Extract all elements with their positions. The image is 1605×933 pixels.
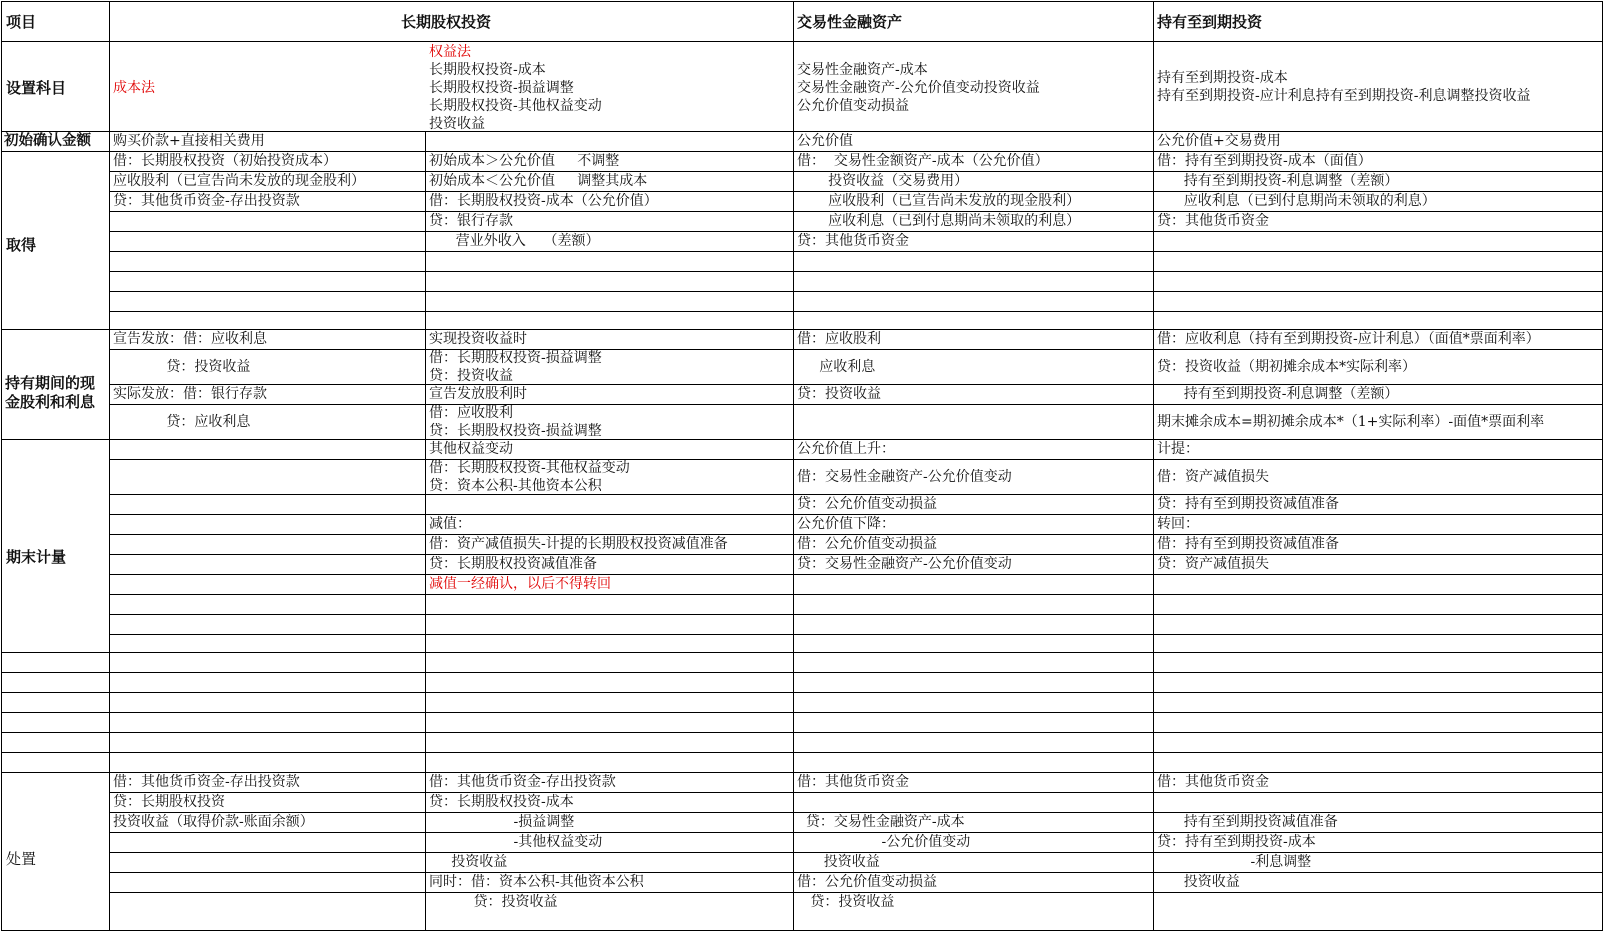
grid-line xyxy=(109,1,110,931)
period-htm-entry: 贷：资产减值损失 xyxy=(1157,556,1269,572)
acquire-cost-entry: 借：长期股权投资（初始投资成本） xyxy=(113,153,337,169)
disposal-trading-entry: -公允价值变动 xyxy=(797,834,971,850)
holding-htm-entry: 贷：投资收益（期初摊余成本*实际利率） xyxy=(1157,359,1416,375)
acquire-cost-entry: 贷：其他货币资金-存出投资款 xyxy=(113,193,300,209)
section-acquire: 取得 xyxy=(6,236,37,254)
disposal-trading-entry: 贷：投资收益 xyxy=(797,894,895,910)
impairment-note: 减值一经确认，以后不得转回 xyxy=(429,576,611,592)
grid-line xyxy=(1,41,1603,42)
grid-line xyxy=(1,1,1603,2)
disposal-equity-entry: -其他权益变动 xyxy=(429,834,603,850)
grid-line xyxy=(1,712,1603,713)
holding-cost-entry: 宣告发放：借：应收利息 xyxy=(113,331,267,347)
grid-line xyxy=(109,311,1603,312)
header-item: 项目 xyxy=(6,13,37,31)
trading-account: 交易性金融资产-公允价值变动投资收益 xyxy=(797,80,1040,96)
period-equity-entry: 减值： xyxy=(429,516,471,532)
period-equity-entry: 借：资产减值损失-计提的长期股权投资减值准备 xyxy=(429,536,728,552)
section-accounts: 设置科目 xyxy=(6,79,67,97)
cost-method-label: 成本法 xyxy=(113,80,155,96)
grid-line xyxy=(109,459,1603,460)
grid-line xyxy=(109,792,1603,793)
acquire-trading-entry: 借： 交易性金额资产-成本（公允价值） xyxy=(797,153,1049,169)
section-holding: 持有期间的现金股利和利息 xyxy=(5,374,96,411)
acquire-htm-entry: 贷：其他货币资金 xyxy=(1157,213,1269,229)
period-trading-entry: 公允价值下降： xyxy=(797,516,895,532)
holding-htm-entry: 期末摊余成本=期初摊余成本*（1+实际利率）-面值*票面利率 xyxy=(1157,414,1545,430)
acquire-equity-entry: 贷：银行存款 xyxy=(429,213,513,229)
holding-trading-entry: 贷：投资收益 xyxy=(797,386,881,402)
disposal-trading-entry: 借：其他货币资金 xyxy=(797,774,909,790)
htm-account: 持有至到期投资-应计利息持有至到期投资-利息调整投资收益 xyxy=(1157,88,1531,104)
holding-equity-entry: 实现投资收益时 xyxy=(429,331,527,347)
acquire-trading-entry: 投资收益（交易费用） xyxy=(797,173,969,189)
holding-cost-entry: 实际发放：借：银行存款 xyxy=(113,386,267,402)
grid-line xyxy=(793,1,794,931)
disposal-equity-entry: 借：其他货币资金-存出投资款 xyxy=(429,774,616,790)
period-trading-entry: 贷：公允价值变动损益 xyxy=(797,496,937,512)
holding-trading-entry: 应收利息 xyxy=(797,359,876,375)
period-htm-entry: 借：持有至到期投资减值准备 xyxy=(1157,536,1339,552)
acquire-trading-entry: 应收股利（已宣告尚未发放的现金股利） xyxy=(797,193,1081,209)
disposal-equity-entry: -损益调整 xyxy=(429,814,575,830)
period-trading-entry: 贷：交易性金融资产-公允价值变动 xyxy=(797,556,1012,572)
period-equity-entry: 借：长期股权投资-其他权益变动 xyxy=(429,460,630,476)
period-trading-entry: 借：公允价值变动损益 xyxy=(797,536,937,552)
initial-htm: 公允价值+交易费用 xyxy=(1157,133,1281,149)
acquire-trading-entry: 应收利息（已到付息期尚未领取的利息） xyxy=(797,213,1081,229)
equity-account: 长期股权投资-成本 xyxy=(429,62,546,78)
disposal-htm-entry: 贷：持有至到期投资-成本 xyxy=(1157,834,1316,850)
disposal-cost-entry: 投资收益（取得价款-账面余额） xyxy=(113,814,314,830)
period-trading-entry: 公允价值上升： xyxy=(797,441,895,457)
header-held-to-maturity: 持有至到期投资 xyxy=(1157,13,1263,31)
holding-cost-entry: 贷：投资收益 xyxy=(113,359,251,375)
holding-htm-entry: 借：应收利息（持有至到期投资-应计利息）（面值*票面利率） xyxy=(1157,331,1540,347)
holding-equity-entry: 宣告发放股利时 xyxy=(429,386,527,402)
grid-line xyxy=(109,634,1603,635)
grid-line xyxy=(1,692,1603,693)
grid-line xyxy=(425,131,426,931)
header-trading-assets: 交易性金融资产 xyxy=(797,13,903,31)
disposal-trading-entry: 借：公允价值变动损益 xyxy=(797,874,937,890)
equity-account: 长期股权投资-其他权益变动 xyxy=(429,98,602,114)
section-initial: 初始确认金额 xyxy=(4,133,91,149)
period-equity-entry: 贷：资本公积-其他资本公积 xyxy=(429,478,602,494)
trading-account: 交易性金融资产-成本 xyxy=(797,62,928,78)
holding-cost-entry: 贷：应收利息 xyxy=(113,414,251,430)
disposal-htm-entry: 借：其他货币资金 xyxy=(1157,774,1269,790)
period-equity-entry: 其他权益变动 xyxy=(429,441,513,457)
grid-line xyxy=(109,614,1603,615)
acquire-cost-entry: 应收股利（已宣告尚未发放的现金股利） xyxy=(113,173,365,189)
holding-htm-entry: 持有至到期投资-利息调整（差额） xyxy=(1157,386,1399,402)
grid-line xyxy=(109,251,1603,252)
disposal-equity-entry: 投资收益 xyxy=(429,854,508,870)
acquire-equity-entry: 初始成本＞公允价值 不调整 xyxy=(429,153,620,169)
holding-equity-entry: 借：长期股权投资-损益调整 xyxy=(429,350,602,366)
disposal-equity-entry: 贷：投资收益 xyxy=(429,894,558,910)
grid-line xyxy=(1,732,1603,733)
grid-line xyxy=(1,652,1603,653)
acquire-htm-entry: 借：持有至到期投资-成本（面值） xyxy=(1157,153,1372,169)
grid-line xyxy=(1,672,1603,673)
grid-line xyxy=(109,271,1603,272)
disposal-htm-entry: 投资收益 xyxy=(1157,874,1240,890)
grid-line xyxy=(1,1,2,931)
acquire-equity-entry: 营业外收入 （差额） xyxy=(429,233,600,249)
grid-line xyxy=(109,404,1603,405)
disposal-htm-entry: 持有至到期投资减值准备 xyxy=(1157,814,1338,830)
grid-line xyxy=(109,349,1603,350)
section-period-end: 期末计量 xyxy=(6,548,67,566)
disposal-equity-entry: 贷：长期股权投资-成本 xyxy=(429,794,574,810)
disposal-htm-entry: -利息调整 xyxy=(1157,854,1312,870)
holding-equity-entry: 借：应收股利 xyxy=(429,405,513,421)
initial-trading: 公允价值 xyxy=(797,133,853,149)
period-htm-entry: 贷：持有至到期投资减值准备 xyxy=(1157,496,1339,512)
holding-equity-entry: 贷：长期股权投资-损益调整 xyxy=(429,423,602,439)
disposal-cost-entry: 贷：长期股权投资 xyxy=(113,794,225,810)
disposal-trading-entry: 投资收益 xyxy=(797,854,880,870)
period-trading-entry: 借：交易性金融资产-公允价值变动 xyxy=(797,469,1012,485)
period-htm-entry: 计提： xyxy=(1157,441,1199,457)
period-equity-entry: 贷：长期股权投资减值准备 xyxy=(429,556,597,572)
section-disposal: 处置 xyxy=(6,850,37,868)
equity-method-label: 权益法 xyxy=(429,44,471,60)
htm-account: 持有至到期投资-成本 xyxy=(1157,70,1288,86)
holding-trading-entry: 借：应收股利 xyxy=(797,331,881,347)
acquire-equity-entry: 借：长期股权投资-成本（公允价值） xyxy=(429,193,658,209)
period-htm-entry: 转回： xyxy=(1157,516,1199,532)
grid-line xyxy=(1602,1,1603,931)
acquire-trading-entry: 贷：其他货币资金 xyxy=(797,233,909,249)
disposal-cost-entry: 借：其他货币资金-存出投资款 xyxy=(113,774,300,790)
period-htm-entry: 借：资产减值损失 xyxy=(1157,469,1269,485)
trading-account: 公允价值变动损益 xyxy=(797,98,909,114)
acquire-htm-entry: 持有至到期投资-利息调整（差额） xyxy=(1157,173,1399,189)
initial-cost: 购买价款+直接相关费用 xyxy=(113,133,265,149)
disposal-trading-entry: 贷：交易性金融资产-成本 xyxy=(797,814,965,830)
grid-line xyxy=(109,594,1603,595)
grid-line xyxy=(1,930,1603,931)
grid-line xyxy=(1153,1,1154,931)
equity-account: 长期股权投资-损益调整 xyxy=(429,80,574,96)
holding-equity-entry: 贷：投资收益 xyxy=(429,368,513,384)
header-long-term-equity: 长期股权投资 xyxy=(401,13,492,31)
acquire-equity-entry: 初始成本＜公允价值 调整其成本 xyxy=(429,173,648,189)
acquire-htm-entry: 应收利息（已到付息期尚未领取的利息） xyxy=(1157,193,1436,209)
equity-account: 投资收益 xyxy=(429,116,485,132)
accounting-sheet xyxy=(1,1,1603,931)
grid-line xyxy=(1,752,1603,753)
grid-line xyxy=(109,291,1603,292)
grid-line xyxy=(109,574,1603,575)
disposal-equity-entry: 同时：借：资本公积-其他资本公积 xyxy=(429,874,644,890)
